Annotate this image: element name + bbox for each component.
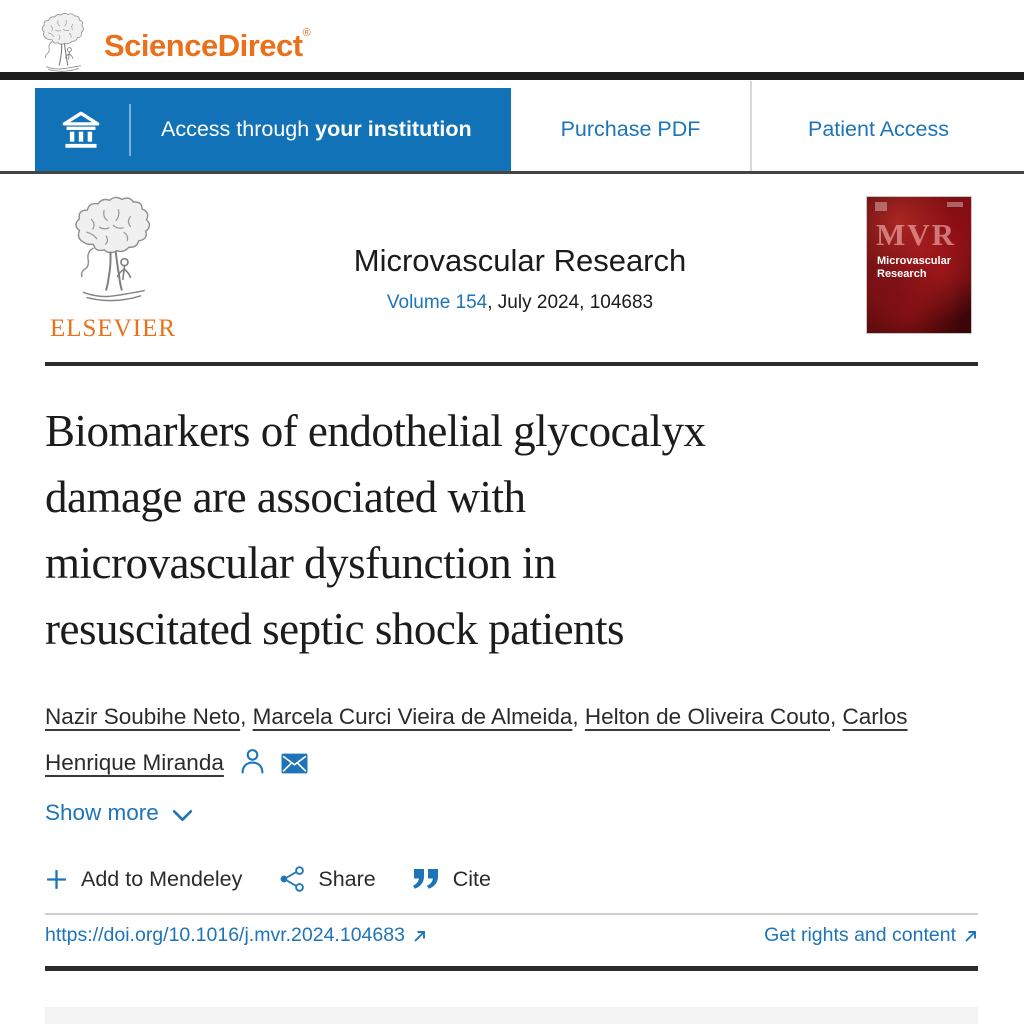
access-institution-button[interactable]	[35, 88, 511, 171]
article-title-line: resuscitated septic shock patients	[45, 604, 625, 654]
author-separator: ,	[240, 704, 253, 729]
article-title-line: microvascular dysfunction in	[45, 538, 556, 588]
elsevier-wordmark: ELSEVIER	[49, 315, 177, 342]
cover-abbreviation: MVR	[876, 217, 957, 252]
doi-link[interactable]	[45, 924, 427, 947]
access-label-prefix: Access through	[161, 117, 316, 141]
author-separator: ,	[830, 704, 843, 729]
external-link-icon	[963, 929, 978, 944]
doi-rights-row	[45, 924, 978, 947]
purchase-pdf-label: Purchase PDF	[560, 117, 701, 141]
get-rights-label: Get rights and content	[764, 924, 956, 946]
access-institution-label	[161, 117, 472, 142]
share-label: Share	[318, 866, 376, 891]
author-person-icon[interactable]	[239, 747, 266, 774]
section-divider	[45, 966, 978, 971]
author-link[interactable]: Nazir Soubihe Neto	[45, 704, 241, 729]
header-divider-bar	[0, 72, 1024, 80]
cite-button[interactable]	[413, 867, 491, 892]
author-list	[45, 694, 940, 786]
chevron-down-icon	[172, 809, 193, 822]
show-more-label: Show more	[45, 800, 159, 825]
author-link[interactable]: Helton de Oliveira Couto	[584, 704, 831, 729]
institution-bank-icon	[61, 111, 101, 149]
issue-suffix: , July 2024, 104683	[487, 292, 654, 313]
access-label-bold: your institution	[315, 117, 472, 141]
email-envelope-icon[interactable]	[281, 753, 308, 774]
cite-label: Cite	[452, 866, 491, 891]
article-title-line: damage are associated with	[45, 472, 526, 522]
author-separator: ,	[572, 704, 585, 729]
button-divider	[129, 104, 131, 156]
registered-mark: ®	[302, 27, 311, 39]
volume-link[interactable]: Volume 154	[386, 292, 488, 313]
get-rights-link[interactable]	[764, 924, 978, 947]
next-section-background	[45, 1007, 978, 1024]
doi-top-divider	[45, 913, 978, 915]
article-actions	[45, 858, 491, 900]
cite-quotes-icon	[413, 869, 440, 890]
elsevier-tree-icon	[30, 13, 96, 75]
journal-title-link[interactable]: Microvascular Research	[353, 243, 687, 278]
sciencedirect-logo[interactable]	[30, 4, 310, 75]
cover-journal-name	[877, 255, 951, 281]
show-more-button[interactable]	[45, 800, 193, 826]
elsevier-tree-icon	[60, 194, 166, 310]
add-to-mendeley-button[interactable]	[45, 867, 242, 892]
journal-cover-thumbnail[interactable]	[866, 196, 972, 334]
elsevier-logo[interactable]	[45, 194, 181, 343]
author-link[interactable]: Marcela Curci Vieira de Almeida	[252, 704, 573, 729]
cover-name-line2: Research	[877, 268, 927, 280]
brand-wordmark	[104, 4, 310, 75]
patient-access-button[interactable]	[752, 88, 1005, 171]
cover-decoration	[875, 202, 887, 211]
doi-url-text: https://doi.org/10.1016/j.mvr.2024.104683	[45, 924, 405, 946]
section-divider	[45, 362, 978, 366]
patient-access-label: Patient Access	[807, 117, 950, 141]
cover-decoration	[947, 202, 963, 207]
add-to-mendeley-label: Add to Mendeley	[81, 866, 243, 891]
purchase-pdf-button[interactable]	[511, 88, 750, 171]
article-title-line: Biomarkers of endothelial glycocalyx	[45, 406, 706, 456]
brand-name: ScienceDirect	[104, 28, 303, 63]
journal-issue-line	[212, 292, 828, 314]
plus-icon	[45, 868, 68, 891]
author-link[interactable]: Carlos Henrique Miranda	[45, 704, 908, 775]
cover-name-line1: Microvascular	[877, 255, 951, 267]
external-link-icon	[412, 929, 427, 944]
nav-bottom-border	[0, 171, 1024, 174]
share-button[interactable]	[279, 866, 375, 892]
share-icon	[279, 866, 305, 892]
journal-header	[212, 243, 828, 314]
article-title	[45, 398, 990, 662]
